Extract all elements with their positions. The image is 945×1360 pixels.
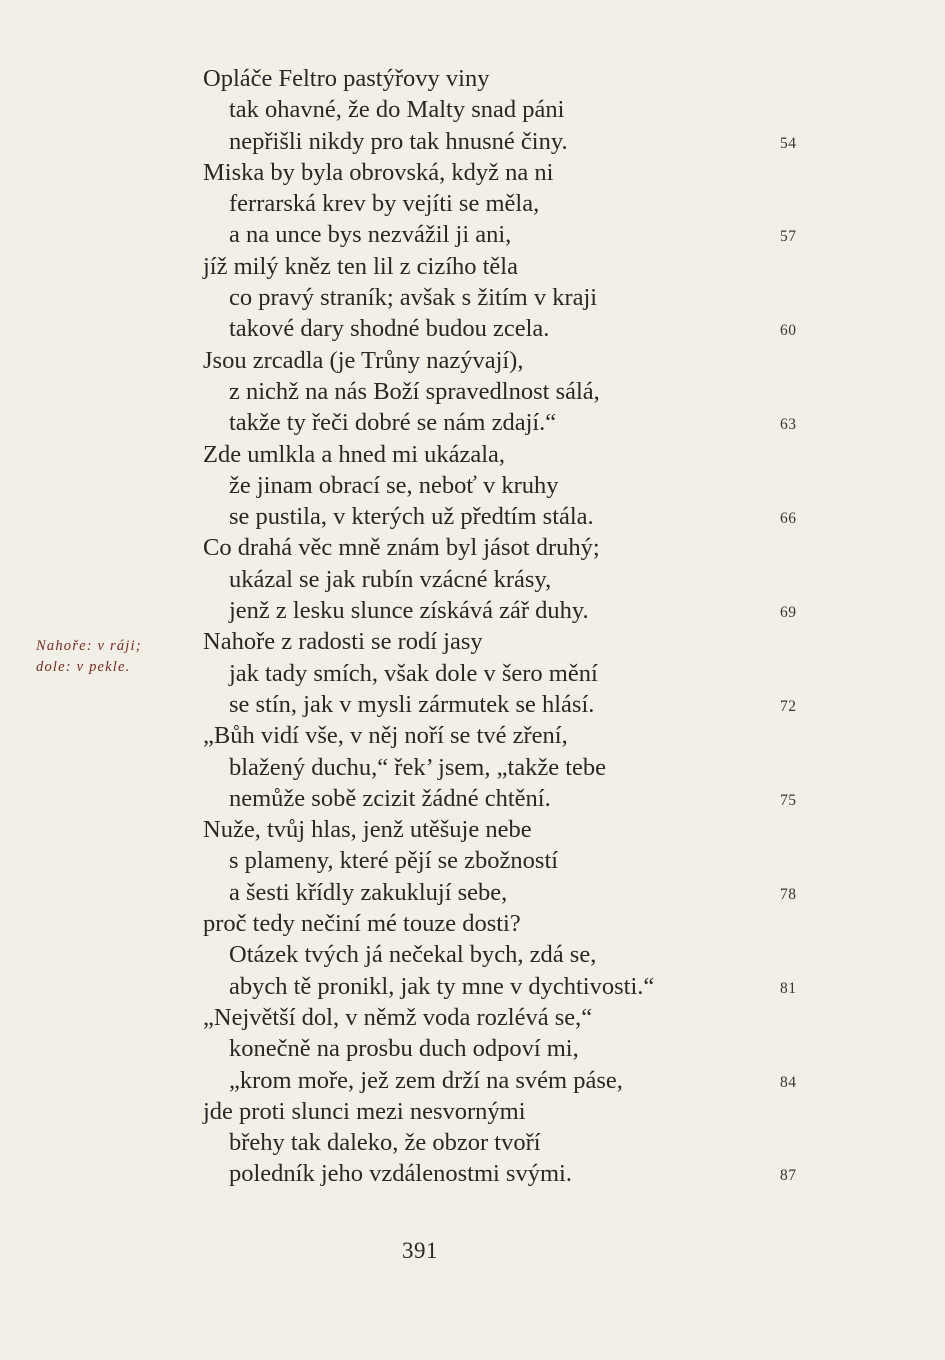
verse-line-text: co pravý straník; avšak s žitím v kraji — [229, 284, 598, 312]
verse-line — [0, 845, 945, 876]
line-number: 63 — [780, 416, 797, 434]
verse-line — [0, 94, 945, 125]
line-number: 78 — [780, 885, 797, 903]
margin-gloss-line: Nahoře: v ráji; — [36, 638, 142, 654]
line-number: 57 — [780, 228, 797, 246]
verse-line — [0, 1033, 945, 1064]
verse-line-text: proč tedy nečiní mé touze dosti? — [203, 910, 521, 938]
verse-line-text: a šesti křídly zakuklují sebe, — [229, 878, 508, 906]
verse-line — [0, 877, 945, 908]
line-number: 69 — [780, 604, 797, 622]
verse-line-text: „Bůh vidí vše, v něj noří se tvé zření, — [203, 722, 568, 750]
verse-line — [0, 971, 945, 1002]
verse-line — [0, 407, 945, 438]
verse-line — [0, 908, 945, 939]
verse-line — [0, 282, 945, 313]
verse-line — [0, 313, 945, 344]
verse-line — [0, 439, 945, 470]
verse-line-text: břehy tak daleko, že obzor tvoří — [229, 1129, 541, 1157]
line-number: 72 — [780, 697, 797, 715]
verse-line — [0, 689, 945, 720]
verse-line — [0, 376, 945, 407]
verse-line — [0, 188, 945, 219]
verse-line-text: že jinam obrací se, neboť v kruhy — [229, 471, 559, 499]
verse-line-text: jíž milý kněz ten lil z cizího těla — [203, 252, 518, 280]
verse-line — [0, 157, 945, 188]
verse-line-text: konečně na prosbu duch odpoví mi, — [229, 1035, 579, 1063]
verse-line-text: abych tě pronikl, jak ty mne v dychtivosti.“ — [229, 972, 655, 1000]
verse-line — [0, 1158, 945, 1189]
verse-line-text: blažený duchu,“ řek’ jsem, „takže tebe — [229, 753, 607, 781]
verse-line-text: jde proti slunci mezi nesvornými — [203, 1097, 526, 1125]
verse-line-text: jak tady smích, však dole v šero mění — [229, 659, 598, 687]
line-number: 54 — [780, 134, 797, 152]
verse-line-text: ukázal se jak rubín vzácné krásy, — [229, 565, 552, 593]
verse-line — [0, 720, 945, 751]
verse-line-text: Miska by byla obrovská, když na ni — [203, 158, 554, 186]
line-number: 60 — [780, 322, 797, 340]
line-number: 66 — [780, 510, 797, 528]
verse-line-text: takové dary shodné budou zcela. — [229, 315, 550, 343]
verse-line-text: Otázek tvých já nečekal bych, zdá se, — [229, 941, 597, 969]
verse-line — [0, 1127, 945, 1158]
verse-line — [0, 939, 945, 970]
page-number: 391 — [402, 1238, 438, 1263]
verse-line-text: „krom moře, jež zem drží na svém páse, — [229, 1066, 623, 1094]
poem-verse — [0, 63, 945, 1190]
verse-line-text: nemůže sobě zcizit žádné chtění. — [229, 784, 551, 812]
verse-line — [0, 219, 945, 250]
line-number: 81 — [780, 979, 797, 997]
verse-line — [0, 501, 945, 532]
verse-line-text: nepřišli nikdy pro tak hnusné činy. — [229, 127, 568, 155]
verse-line-text: Zde umlkla a hned mi ukázala, — [203, 440, 506, 468]
verse-line-text: ferrarská krev by vejíti se měla, — [229, 190, 540, 218]
verse-line — [0, 126, 945, 157]
line-number: 75 — [780, 791, 797, 809]
verse-line-text: a na unce bys nezvážil ji ani, — [229, 221, 512, 249]
verse-line — [0, 564, 945, 595]
verse-line-text: jenž z lesku slunce získává zář duhy. — [229, 597, 589, 625]
verse-line — [0, 783, 945, 814]
verse-line — [0, 814, 945, 845]
verse-line-text: takže ty řeči dobré se nám zdají.“ — [229, 409, 557, 437]
verse-line-text: poledník jeho vzdálenostmi svými. — [229, 1160, 572, 1188]
verse-line — [0, 752, 945, 783]
verse-line-text: Nuže, tvůj hlas, jenž utěšuje nebe — [203, 816, 532, 844]
verse-line — [0, 345, 945, 376]
line-number: 87 — [780, 1167, 797, 1185]
verse-line-text: z nichž na nás Boží spravedlnost sálá, — [229, 377, 600, 405]
verse-line — [0, 251, 945, 282]
verse-line-text: se stín, jak v mysli zármutek se hlásí. — [229, 690, 595, 718]
verse-line-text: se pustila, v kterých už předtím stála. — [229, 503, 594, 531]
verse-line — [0, 1002, 945, 1033]
verse-line — [0, 1065, 945, 1096]
margin-gloss — [36, 636, 186, 678]
verse-line-text: „Největší dol, v němž voda rozlévá se,“ — [203, 1003, 593, 1031]
verse-line — [0, 63, 945, 94]
verse-line-text: Opláče Feltro pastýřovy viny — [203, 65, 490, 92]
verse-line — [0, 532, 945, 563]
verse-line — [0, 1096, 945, 1127]
verse-line-text: Nahoře z radosti se rodí jasy — [203, 628, 483, 656]
verse-line-text: Co drahá věc mně znám byl jásot druhý; — [203, 534, 600, 562]
margin-gloss-line: dole: v pekle. — [36, 659, 131, 675]
line-number: 84 — [780, 1073, 797, 1091]
verse-line-text: Jsou zrcadla (je Trůny nazývají), — [203, 346, 524, 374]
verse-line-text: s plameny, které pějí se zbožností — [229, 847, 559, 875]
verse-line — [0, 595, 945, 626]
verse-line-text: tak ohavné, že do Malty snad páni — [229, 96, 565, 124]
verse-line — [0, 470, 945, 501]
